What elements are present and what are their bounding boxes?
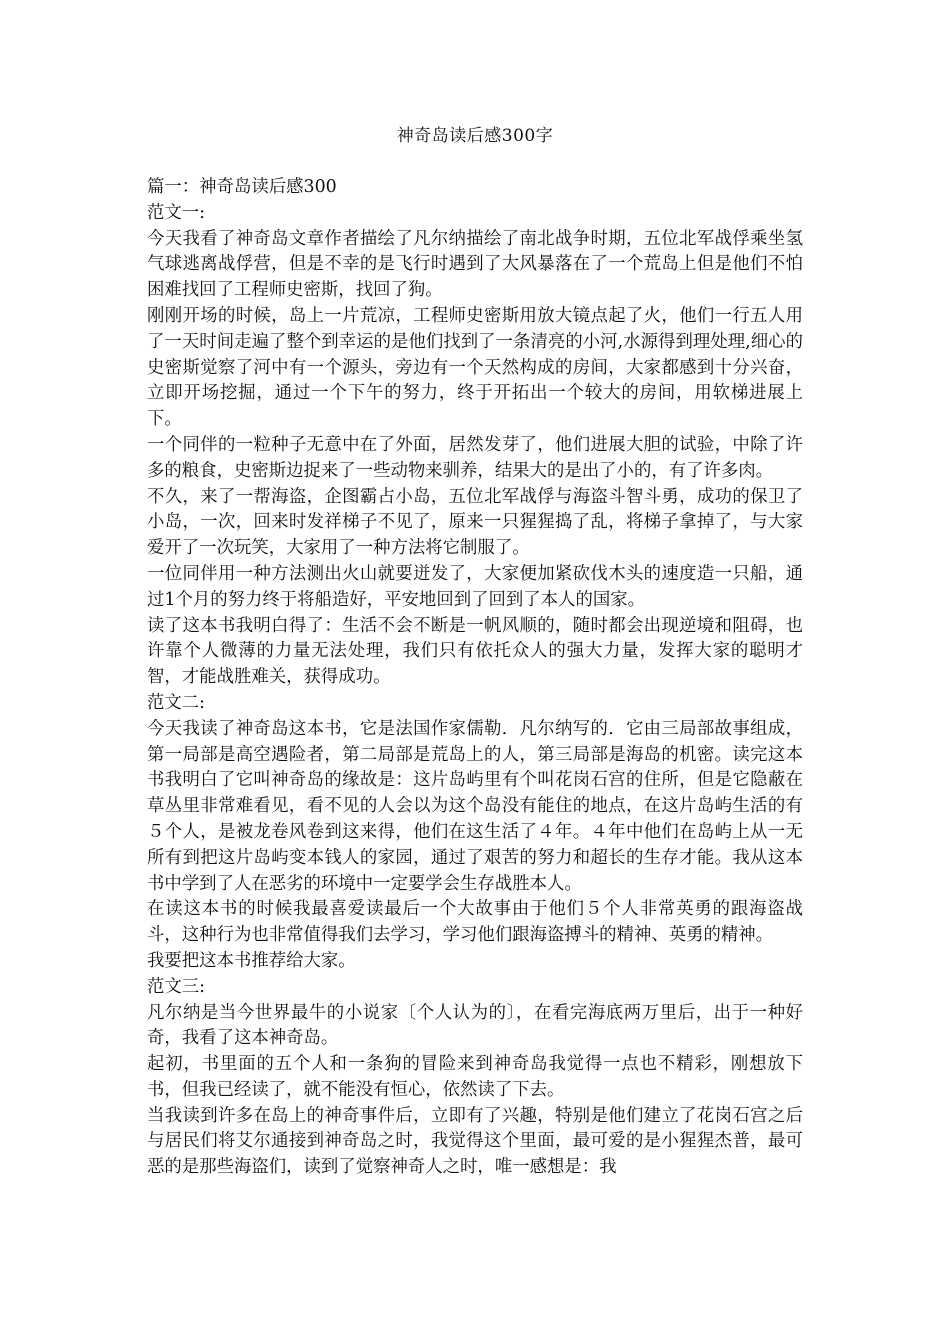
section-heading: 篇一：神奇岛读后感300 [147, 177, 337, 197]
sample-heading: 范文一: [147, 202, 206, 223]
sample-heading: 范文三: [147, 976, 206, 997]
paragraph: 刚刚开场的时候，岛上一片荒凉，工程师史密斯用放大镜点起了火，他们一行五人用了一天时间走遍了整个到幸运的是他们找到了一条清亮的小河,水源得到理处理,细心的史密斯觉察了河中有一个源头，旁边有一个天然构成的房间，大家都感到十分兴奋，立即开场挖掘，通过一个下午的努力，终于开拓出一个较大的房间，用软梯进展上下。 [147, 305, 803, 430]
page-title: 神奇岛读后感300字 [396, 126, 554, 146]
paragraph: 今天我读了神奇岛这本书，它是法国作家儒勒．凡尔纳写的．它由三局部故事组成，第一局部是高空遇险者，第二局部是荒岛上的人，第三局部是海岛的机密。读完这本书我明白了它叫神奇岛的缘故是：这片岛屿里有个叫花岗石宫的住所，但是它隐蔽在草丛里非常难看见，看不见的人会以为这个岛没有能住的地点，在这片岛屿生活的有５个人，是被龙卷风卷到这来得，他们在这生活了４年。４年中他们在岛屿上从一无所有到把这片岛屿变本钱人的家园，通过了艰苦的努力和超长的生存才能。我从这本书中学到了人在恶劣的环境中一定要学会生存战胜本人。 [147, 718, 803, 894]
document-body [147, 175, 803, 1181]
paragraph: 读了这本书我明白得了：生活不会不断是一帆风顺的，随时都会出现逆境和阻碍，也许靠个人微薄的力量无法处理，我们只有依托众人的强大力量，发挥大家的聪明才智，才能战胜难关，获得成功。 [147, 615, 803, 688]
paragraph: 今天我看了神奇岛文章作者描绘了凡尔纳描绘了南北战争时期，五位北军战俘乘坐氢气球逃离战俘营，但是不幸的是飞行时遇到了大风暴落在了一个荒岛上但是他们不怕困难找回了工程师史密斯，找回了狗。 [147, 228, 803, 301]
paragraph: 凡尔纳是当今世界最牛的小说家〔个人认为的〕，在看完海底两万里后，出于一种好奇，我看了这本神奇岛。 [147, 1002, 803, 1049]
paragraph: 不久，来了一帮海盗，企图霸占小岛，五位北军战俘与海盗斗智斗勇，成功的保卫了小岛，一次，回来时发祥梯子不见了，原来一只猩猩捣了乱，将梯子拿掉了，与大家爱开了一次玩笑，大家用了一种方法将它制服了。 [147, 486, 803, 559]
paragraph: 一位同伴用一种方法测出火山就要迸发了，大家便加紧砍伐木头的速度造一只船，通过1个月的努力终于将船造好，平安地回到了回到了本人的国家。 [147, 563, 803, 610]
paragraph: 一个同伴的一粒种子无意中在了外面，居然发芽了，他们进展大胆的试验，中除了许多的粮食，史密斯边捉来了一些动物来驯养，结果大的是出了小的，有了许多肉。 [147, 434, 803, 481]
sample-heading: 范文二: [147, 692, 206, 713]
paragraph: 在读这本书的时候我最喜爱读最后一个大故事由于他们５个人非常英勇的跟海盗战斗，这种行为也非常值得我们去学习，学习他们跟海盗搏斗的精神、英勇的精神。 [147, 899, 803, 946]
paragraph: 我要把这本书推荐给大家。 [147, 950, 356, 971]
paragraph: 当我读到许多在岛上的神奇事件后，立即有了兴趣，特别是他们建立了花岗石宫之后与居民们将艾尔通接到神奇岛之时，我觉得这个里面，最可爱的是小猩猩杰普，最可恶的是那些海盗们，读到了觉察神奇人之时，唯一感想是：我 [147, 1105, 803, 1178]
paragraph: 起初，书里面的五个人和一条狗的冒险来到神奇岛我觉得一点也不精彩，刚想放下书，但我已经读了，就不能没有恒心，依然读了下去。 [147, 1054, 803, 1100]
